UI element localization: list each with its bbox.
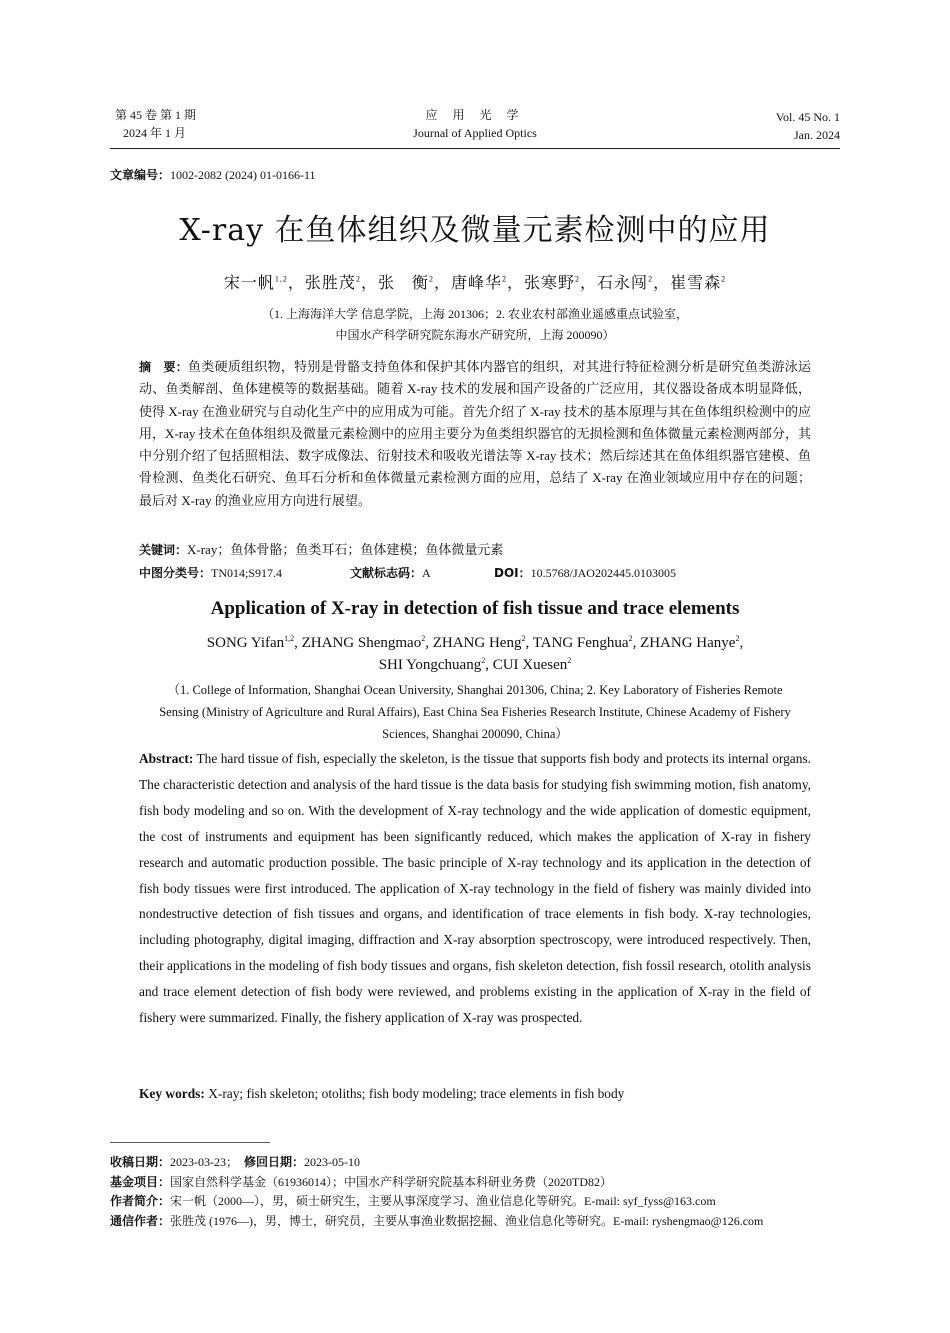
footnote-dates: 收稿日期：2023-03-23； 修回日期：2023-05-10 — [110, 1155, 361, 1169]
header-rule — [110, 148, 840, 149]
author-cn: 宋一帆$^{1,2}$ — [223, 274, 288, 292]
abstract-cn-label: 摘 要： — [139, 360, 189, 374]
author-en: SHI Yongchuang$^2$ — [378, 656, 486, 673]
journal-name-en: Journal of Applied Optics — [413, 126, 537, 140]
title-en: Application of X-ray in detection of fish tissue and trace elements — [210, 598, 740, 619]
keywords-cn-text: X-ray；鱼体骨骼；鱼类耳石；鱼体建模；鱼体微量元素 — [187, 542, 504, 557]
author-cn: 张寒野$^2$ — [524, 274, 581, 292]
footnote-rule — [110, 1142, 270, 1143]
article-number-value: 1002-2082 (2024) 01-0166-11 — [170, 168, 316, 182]
date-en: Jan. 2024 — [794, 128, 840, 142]
running-header-right — [700, 108, 840, 144]
authors-en — [0, 632, 950, 676]
author-cn: 崔雪森$^2$ — [670, 274, 727, 292]
volume-issue-en: Vol. 45 No. 1 — [775, 110, 840, 124]
date-cn: 2024 年 1 月 — [123, 126, 187, 140]
document-code: 文献标志码：A — [350, 566, 431, 580]
footnote-author-bio: 作者简介：宋一帆（2000—），男，硕士研究生，主要从事深度学习、渔业信息化等研究。E-mail: syf_fyss@163.com — [110, 1194, 716, 1208]
article-number-label: 文章编号： — [110, 168, 171, 182]
abstract-en-label: Abstract: — [139, 751, 194, 766]
keywords-en-text: X-ray; fish skeleton; otoliths; fish body modeling; trace elements in fish body — [208, 1086, 625, 1101]
abstract-cn-text: 鱼类硬质组织物，特别是骨骼支持鱼体和保护其体内器官的组织，对其进行特征检测分析是研究鱼类游泳运动、鱼类解剖、鱼体建模等的数据基础。随着 X-ray 技术的发展和国产设备的广泛应用，其仪器设备成本明显降低，使得 X-ray 在渔业研究与自动化生产中的应用成为可能。首先介绍了 X-ray 技术的基本原理与其在鱼体组织检测中的应用，X-ray 技术在鱼体组织及微量元素检测中的应用主要分为鱼类组织器官的无损检测和鱼体微量元素检测两部分，其中分别介绍了包括照相法、数字成像法、衍射技术和吸收光谱法等 X-ray 技术；然后综述其在鱼体组织器官建模、鱼骨检测、鱼类化石研究、鱼耳石分析和鱼体微量元素检测方面的应用，总结了 X-ray 在渔业领域应用中存在的问题；最后对 X-ray 的渔业应用方向进行展望。 — [139, 359, 811, 508]
doi: DOI：10.5768/JAO202445.0103005 — [494, 566, 676, 580]
authors-cn: 宋一帆$^{1,2}$，张胜茂$^2$，张 衡$^2$，唐峰华$^2$，张寒野$^2$，石永闯$^2$，崔雪森$^2$ — [223, 274, 727, 292]
author-cn: 张胜茂$^2$ — [304, 274, 361, 292]
keywords-cn-label: 关键词： — [139, 543, 188, 557]
author-en: TANG Fenghua$^2$ — [532, 634, 633, 651]
author-en: ZHANG Hanye$^2$ — [640, 634, 740, 651]
abstract-cn — [139, 356, 811, 512]
affiliation-en: （1. College of Information, Shanghai Ocean University, Shanghai 201306, China; 2. Key Laboratory of Fisheries Remote Sensing (Ministry of Agriculture and Rural Affairs), East China Sea Fisheries Research Institute, Chinese Academy of Fishery Sciences, Shanghai 200090, China） — [159, 683, 791, 741]
journal-name-cn: 应 用 光 学 — [425, 108, 525, 122]
title-cn: X-ray 在鱼体组织及微量元素检测中的应用 — [179, 213, 771, 248]
author-cn: 石永闯$^2$ — [597, 274, 654, 292]
affiliation-cn-line: 中国水产科学研究院东海水产研究所，上海 200090） — [335, 328, 615, 342]
keywords-en-label: Key words: — [139, 1086, 205, 1101]
author-cn: 张 衡$^2$ — [377, 274, 434, 292]
author-en: SONG Yifan$^{1,2}$ — [206, 634, 295, 651]
clc-number: 中图分类号：TN014;S917.4 — [139, 566, 283, 580]
article-number — [110, 166, 316, 183]
authors-en-line: SHI Yongchuang$^2$, CUI Xuesen$^2$ — [378, 656, 572, 673]
author-en: CUI Xuesen$^2$ — [492, 656, 572, 673]
keywords-en — [139, 1083, 811, 1105]
keywords-cn — [139, 539, 811, 561]
abstract-en-text: The hard tissue of fish, especially the skeleton, is the tissue that supports fish body and protects its internal organs. The characteristic detection and analysis of the hard tissue is the data basis for studying fish swimming motion, fish anatomy, fish body modeling and so on. With the development of X-ray technology and the wide application of domestic equipment, the cost of instruments and equipment has been significantly reduced, which makes the application of X-ray in fishery research and automatic production possible. The basic principle of X-ray technology and its application in the detection of fish body tissues were first introduced. The application of X-ray technology in the field of fishery was mainly divided into nondestructive detection of fish tissues and organs, and identification of trace elements in fish body. X-ray technologies, including photography, digital imaging, diffraction and X-ray absorption spectroscopy, were introduced respectively. Then, their applications in the modeling of fish body tissues and organs, fish skeleton detection, fish fossil research, otolith analysis and trace element detection of fish body were reviewed, and problems existing in the application of X-ray in the field of fishery were summarized. Finally, the fishery application of X-ray was prospected. — [139, 751, 811, 1026]
author-en: ZHANG Shengmao$^2$ — [301, 634, 426, 651]
abstract-en — [139, 746, 811, 1031]
affiliation-cn-line: （1. 上海海洋大学 信息学院，上海 201306；2. 农业农村部渔业遥感重点试验室， — [261, 307, 688, 321]
footnote-fund: 基金项目：国家自然科学基金（61936014）；中国水产科学研究院基本科研业务费（2020TD82） — [110, 1174, 613, 1189]
footnote-corresponding: 通信作者：张胜茂 (1976—)，男，博士，研究员，主要从事渔业数据挖掘、渔业信息化等研究。E-mail: ryshengmao@126.com — [110, 1213, 764, 1228]
volume-issue-cn: 第 45 卷 第 1 期 — [115, 108, 197, 122]
author-en: ZHANG Heng$^2$ — [432, 634, 526, 651]
authors-en-line: SONG Yifan$^{1,2}$, ZHANG Shengmao$^2$, ZHANG Heng$^2$, TANG Fenghua$^2$, ZHANG Hanye$^2$, — [206, 634, 744, 651]
footnotes — [110, 1153, 840, 1231]
affiliation-cn — [0, 304, 950, 346]
author-cn: 唐峰华$^2$ — [450, 274, 507, 292]
